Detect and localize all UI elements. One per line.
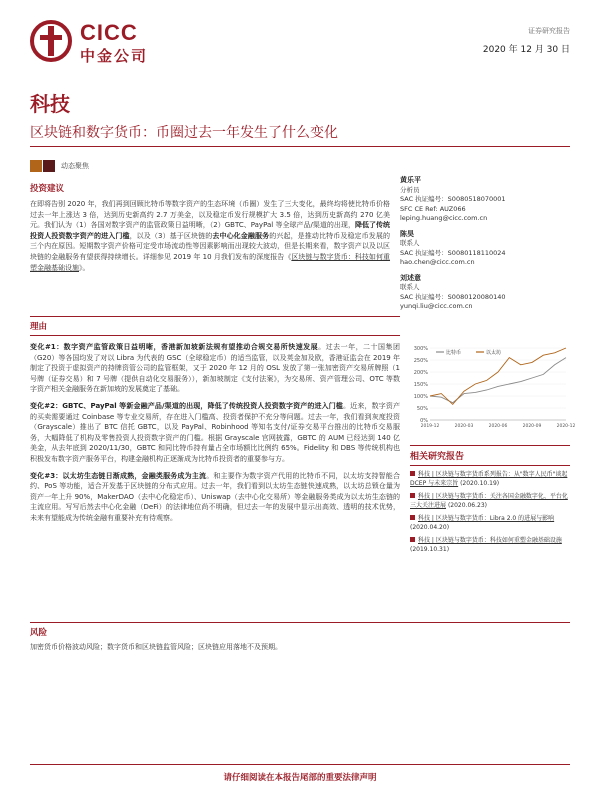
investment-bold-1: 降低了传统投资人投资数字资产的进入门槛: [30, 221, 390, 240]
related-divider-2: [410, 465, 570, 466]
analyst-role: 分析员: [400, 185, 420, 194]
related-item[interactable]: [410, 470, 570, 488]
legend-label: 以太坊: [486, 350, 502, 356]
logo-text-cn: 中金公司: [80, 47, 149, 65]
analyst-sac: SAC 执证编号：S0080518070001: [400, 195, 506, 203]
y-tick-label: 100%: [413, 394, 428, 400]
change-3-text: 。和主要作为数字资产代用的比特币不同，以太坊支持智能合约、PoS 等功能，适合开发基于区块链的分布式应用。过去一年，我们看到以太坊生态链快速成熟，以太坊总锁仓量为资产一年上升 90%，MakerDAO（去中心化稳定币）、Uniswap（去中心化交易所）等金融服务类成为以太坊生态链的主流应用。写写后然去中心化金融（DeFi）的法律地位尚不明确，但过去一年的发展中显示出高效、透明的技术优势，未来有望能成为传统金融有重要补充有待观察。: [30, 471, 400, 522]
investment-heading: 投资建议: [30, 184, 65, 194]
analyst-sfc: SFC CE Ref: AUZ066: [400, 204, 466, 213]
related-research: [410, 445, 570, 554]
related-item[interactable]: [410, 492, 570, 510]
analyst-name: 刘述意: [400, 273, 421, 282]
related-item-date: (2020.06.23): [447, 502, 487, 509]
change-1-lead: 变化#1：数字资产监管政策日益明晰，香港新加坡新法规有望推动合规交易所快速发展: [30, 343, 319, 351]
y-tick-label: 300%: [413, 346, 428, 352]
change-1-text: 。过去一年，二十国集团（G20）等各国均发了对以 Libra 为代表的 GSC（全球稳定币）的适当监管，以及英金加及欧，香港证监会在 2019 年制定了投资于虚拟资产的持牌资管公司的监管框架，又于 2020 年 12 月的 OSL 发放了第一张加密资产交易所牌照（1 号牌（证券交易）和 7 号牌（提供自动化交易服务）），新加坡制定《支付法案》，为交易所、资产管理公司、OTC 等数字资产相关金融服务在新加坡的发展奠定了基础。: [30, 343, 400, 394]
report-badge: [30, 155, 89, 169]
analyst-2: [400, 230, 570, 268]
investment-text-4: 》。: [79, 263, 90, 272]
change-2-text: 。近来，数字资产的买卖需要通过 Coinbase 等专业交易所，存在进入门槛高、投资者保护不充分等问题。过去一年，我们看到灰度投资（Grayscale）推出了 BTC 信托 GBTC，以及 PayPal、Robinhood 等知名支付/证券交易平台推出的比特币交易服务，大幅降低了机构及零售投资人投资数字资产的门槛。根据 Grayscale 官网披露，GBTC 的 AUM 已经达到 140 亿美金，从去年底到 2020/11/30，GBTC 和同比特币持有量占全市场额比比例约 65%。Fidelity 和 DBS 等传统机构也积极发布数字资产服务平台，构建金融机构正逐渐成为比特币投资者的重要参与方。: [30, 401, 400, 463]
related-heading: 相关研究报告: [410, 452, 465, 462]
related-item-title[interactable]: 科技 | 区块链与数字货币：Libra 2.0 的进展与影响: [418, 515, 555, 522]
investment-text-2: ，以及（3）基于区块链的: [129, 231, 213, 240]
related-item-title[interactable]: 科技 | 区块链与数字货币：科技如何重塑金融基础设施: [418, 537, 562, 544]
reasons-heading: 理由: [30, 322, 48, 332]
analyst-name: 陈昊: [400, 229, 414, 238]
change-2-lead: 变化#2：GBTC、PayPal 等新金融产品/渠道的出现，降低了传统投资人投资数字资产的进入门槛: [30, 401, 344, 410]
analyst-email[interactable]: hao.chen@cicc.com.cn: [400, 258, 475, 266]
x-tick-label: 2020-03: [454, 424, 474, 429]
analyst-role: 联系人: [400, 283, 420, 291]
change-3-lead: 变化#3：以太坊生态链日渐成熟，金融类服务成为主流: [30, 471, 207, 480]
change-2-paragraph: [30, 401, 400, 465]
investment-text-1: 在即将告别 2020 年，我们再到回顾比特币等数字资产的生态环境（币圈）发生了三大变化，最终均将使比特币价格过去一年上涨达 3 倍，达到历史新高约 2.7 万美金，以及稳定币发行规模扩大 3.5 倍，达到历史新高约 270 亿美元。我们认为（1）各国对数字资产的监管政策日益明晰，（2）GBTC、PayPal 等全球产品/渠道的出现，: [30, 200, 390, 230]
change-1-paragraph: [30, 342, 400, 395]
analyst-email[interactable]: leping.huang@cicc.com.cn: [400, 214, 488, 222]
reasons-section: [30, 316, 400, 524]
analyst-1: [400, 176, 570, 224]
title-divider: [30, 146, 570, 147]
reasons-divider: [30, 316, 400, 317]
investment-text-3: 的兴起，是推动比特币及稳定币发展的三个内在原因。短期数字资产价格可定受市场流动性等因素影响而出现较大波动，但是长期来看，数字资产以及以区块链的金融服务有望获得持续增长。详细参见 2019 年 10 月我们发布的深度报告《: [30, 231, 391, 261]
risk-heading: 风险: [30, 628, 48, 638]
analyst-sac: SAC 执证编号：S0080118110024: [400, 248, 506, 257]
analyst-role: 联系人: [400, 239, 420, 247]
related-item-title[interactable]: 科技 | 区块链与数字货币系列报告：从"数字人民币"谈起 DCEP 与未来宗旨: [410, 471, 568, 487]
related-item-title[interactable]: 科技 | 区块链与数字货币：关注各国金融数字化、平台化三大关注进展: [410, 493, 568, 509]
sector-heading: 科技: [30, 92, 70, 116]
x-tick-label: 2020-06: [488, 424, 508, 429]
related-item[interactable]: [410, 536, 570, 554]
analyst-email[interactable]: yunqi.liu@cicc.com.cn: [400, 302, 473, 310]
y-tick-label: 50%: [416, 406, 428, 412]
x-tick-label: 2019-12: [420, 424, 440, 429]
related-item[interactable]: [410, 514, 570, 532]
analyst-3: [400, 274, 570, 312]
logo-text-en: CICC: [80, 20, 138, 45]
y-tick-label: 150%: [413, 382, 428, 388]
legal-notice: 请仔细阅读在本报告尾部的重要法律声明: [223, 773, 377, 783]
related-divider: [410, 445, 570, 446]
footer-divider: [30, 764, 570, 765]
cicc-logo-icon: [30, 20, 72, 62]
bullet-square-icon: [410, 471, 415, 476]
badge-square-icon: [30, 160, 42, 172]
price-performance-chart: [406, 340, 576, 432]
x-tick-label: 2020-12: [556, 424, 576, 429]
related-item-date: (2020.10.19): [460, 480, 500, 487]
badge-label: 动态聚焦: [61, 161, 89, 170]
bullet-square-icon: [410, 537, 415, 542]
bullet-square-icon: [410, 493, 415, 498]
report-date: 2020 年 12 月 30 日: [482, 45, 570, 55]
risk-text: 加密货币价格波动风险；数字货币和区块链监管风险；区块链应用落地不及预期。: [30, 643, 282, 651]
investment-section: [30, 182, 390, 273]
analyst-name: 黄乐平: [400, 176, 421, 184]
x-tick-label: 2020-09: [522, 424, 542, 429]
risk-section: [30, 622, 570, 653]
investment-paragraph: [30, 199, 390, 273]
y-tick-label: 200%: [413, 370, 428, 376]
change-3-paragraph: [30, 471, 400, 524]
cicc-logo: [30, 18, 170, 68]
investment-bold-2: 去中心化金融服务: [212, 231, 270, 240]
bullet-square-icon: [410, 515, 415, 520]
legend-label: 比特币: [446, 350, 462, 356]
deep-report-link[interactable]: 区块链与数字货币：科技如何重塑金融基础设施: [30, 252, 391, 272]
risk-divider: [30, 622, 570, 623]
analyst-sac: SAC 执证编号：S0080120080140: [400, 292, 506, 301]
report-title: 区块链和数字货币：币圈过去一年发生了什么变化: [30, 125, 338, 141]
y-tick-label: 250%: [413, 358, 428, 364]
related-item-date: (2020.04.20): [410, 524, 450, 531]
analyst-panel: [400, 176, 570, 318]
badge-square-dark-icon: [43, 160, 55, 172]
y-tick-label: 0%: [420, 418, 428, 424]
document-type: 证券研究报告: [528, 27, 570, 35]
reasons-divider-2: [30, 335, 400, 336]
related-item-date: (2019.10.31): [410, 546, 450, 553]
